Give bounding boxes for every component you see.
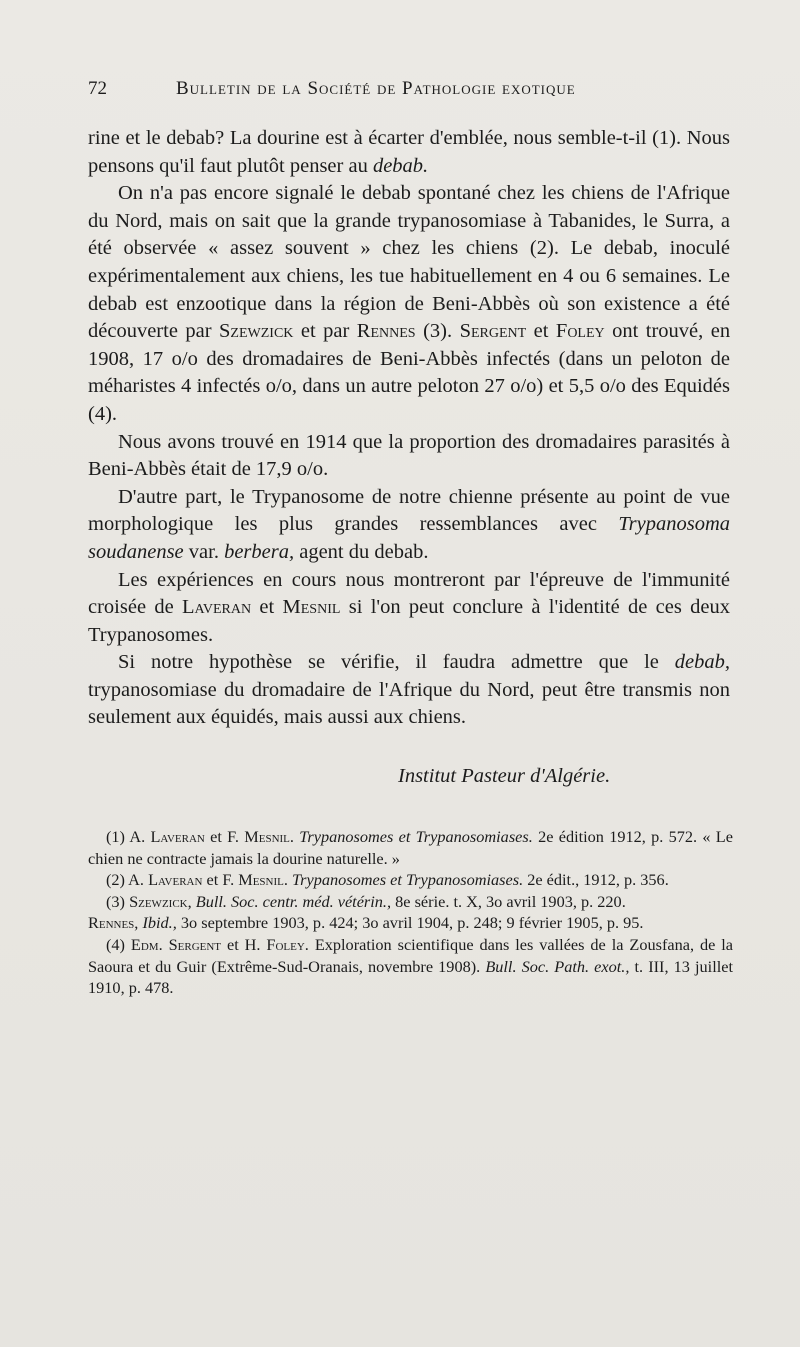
paragraph-5: Les expériences en cours nous montreront par l'épreuve de l'immunité croisée de Laveran et Mesnil si l'on peut conclure à l'identité de ces deux Trypanosomes.	[88, 568, 730, 646]
running-header	[88, 78, 740, 108]
paragraph-2: On n'a pas encore signalé le debab spontané chez les chiens de l'Afrique du Nord, mais on sait que la grande trypanosomiase à Tabanides, le Surra, a été observée « assez souvent » chez les chiens (2). Le debab, inoculé expérimentalement aux chiens, les tue habituellement en 4 ou 6 semaines. Le debab est enzootique dans la région de Beni-Abbès où son existence a été découverte par Szewzick et par Rennes (3). Sergent et Foley ont trouvé, en 1908, 17 o/o des dromadaires de Beni-Abbès infectés (dans un peloton de méharistes 4 infectés o/o, dans un autre peloton 27 o/o) et 5,5 o/o des Equidés (4).	[88, 182, 731, 425]
page-number: 72	[88, 78, 107, 99]
paragraph-1: rine et le debab? La dourine est à écarter d'emblée, nous semble-t-il (1). Nous pensons qu'il faut plutôt penser au debab.	[88, 127, 730, 177]
author-sergent: Sergent	[459, 320, 527, 343]
author-laveran: Laveran	[182, 596, 252, 619]
footnote-2: (2) A. Laveran et F. Mesnil. Trypanosomes et Trypanosomiases. 2e édit., 1912, p. 356.	[106, 870, 669, 890]
author-mesnil: Mesnil	[282, 596, 341, 619]
paragraph-3: Nous avons trouvé en 1914 que la proportion des dromadaires parasités à Beni-Abbès était de 17,9 o/o.	[88, 430, 730, 481]
author-rennes: Rennes	[356, 320, 416, 343]
footnote-1: (1) A. Laveran et F. Mesnil. Trypanosomes et Trypanosomiases. 2e édition 1912, p. 572. « Le chien ne contracte jamais la dourine naturelle. »	[88, 827, 733, 868]
footnote-4: (4) Edm. Sergent et H. Foley. Exploration scientifique dans les vallées de la Zousfana, de la Saoura et du Guir (Extrême-Sud-Oranais, novembre 1908). Bull. Soc. Path. exot., t. III, 13 juillet 1910, p. 478.	[88, 934, 734, 998]
footnote-3-continued: Rennes, Ibid., 3o septembre 1903, p. 424; 3o avril 1904, p. 248; 9 février 1905, p. 95.	[88, 913, 644, 933]
signature: Institut Pasteur d'Algérie.	[398, 765, 611, 787]
footnote-3: (3) Szewzick, Bull. Soc. centr. méd. vétérin., 8e série. t. X, 3o avril 1903, p. 220.	[106, 891, 626, 911]
author-szewzick: Szewzick	[219, 320, 294, 343]
paragraph-4: D'autre part, le Trypanosome de notre chienne présente au point de vue morphologique les plus grandes ressemblances avec Trypanosoma soudanense var. berbera, agent du debab.	[88, 485, 731, 563]
author-foley: Foley	[555, 320, 605, 343]
paragraph-6: Si notre hypothèse se vérifie, il faudra admettre que le debab, trypanosomiase du dromadaire de l'Afrique du Nord, peut être transmis non seulement aux équidés, mais aussi aux chiens.	[88, 651, 730, 729]
body-text	[88, 125, 730, 732]
footnotes	[88, 826, 733, 999]
running-title: Bulletin de la Société de Pathologie exotique	[176, 78, 576, 99]
